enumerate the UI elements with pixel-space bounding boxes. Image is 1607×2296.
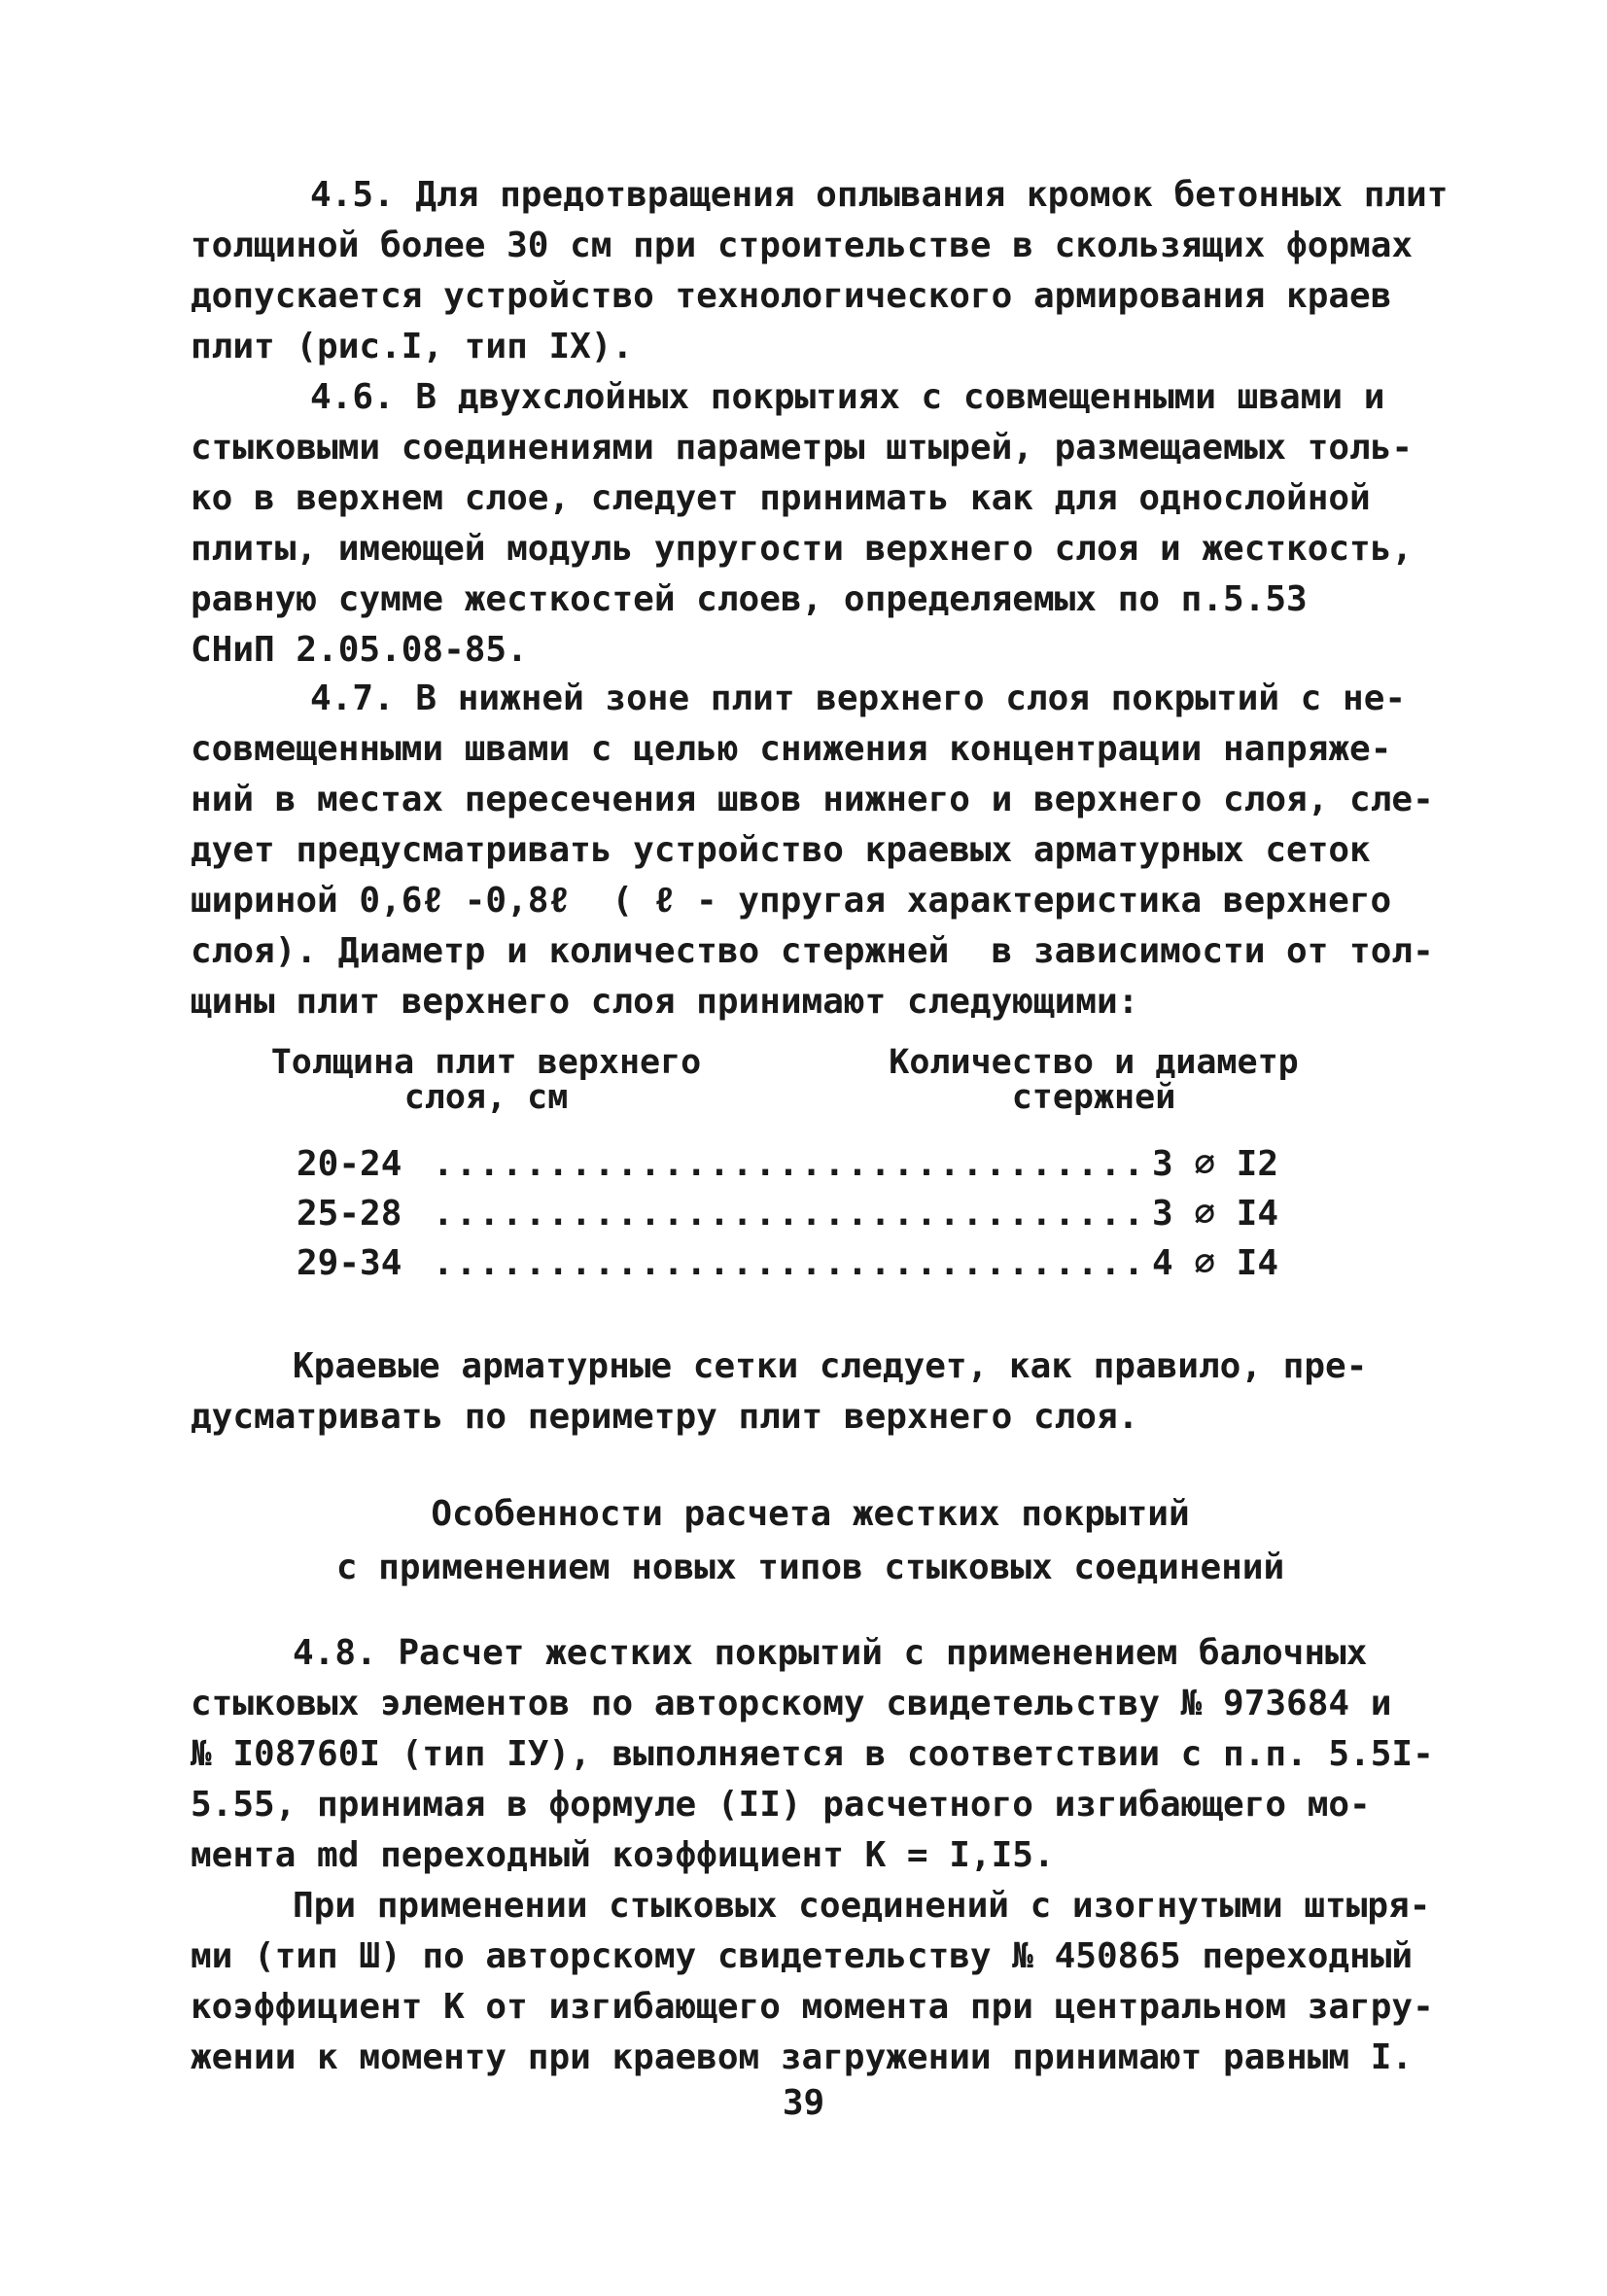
thickness-cell: 20-24: [297, 1144, 402, 1184]
text-line: СНиП 2.05.08-85.: [191, 630, 528, 670]
text-line: мента md переходный коэффициент К = I,I5.: [191, 1835, 1055, 1875]
thickness-cell: 25-28: [297, 1194, 402, 1234]
rods-cell: 4 ∅ I4: [1151, 1243, 1278, 1283]
text-line: 4.8. Расчет жестких покрытий с применением балочных: [293, 1633, 1368, 1673]
paragraph-4-5: [191, 170, 1449, 372]
text-line: 4.5. Для предотвращения оплывания кромок бетонных плит: [310, 175, 1449, 215]
paragraph-edge-meshes: [191, 1341, 1430, 1443]
text-line: 4.6. В двухслойных покрытиях с совмещенными швами и: [310, 377, 1385, 417]
table-row: [297, 1139, 1278, 1189]
paragraph-4-7: [191, 674, 1434, 1027]
paragraph-bent-dowels: [191, 1881, 1434, 2083]
dot-leader: [433, 1238, 1142, 1288]
rod-table: [297, 1139, 1278, 1288]
text-line: ми (тип Ш) по авторскому свидетельству № 450865 переходный: [191, 1936, 1414, 1976]
paragraph-4-8: [191, 1628, 1434, 1881]
rods-cell: 3 ∅ I4: [1151, 1194, 1278, 1234]
text-line: Краевые арматурные сетки следует, как правило, пре-: [293, 1346, 1368, 1386]
text-line: щины плит верхнего слоя принимают следующими:: [191, 982, 1139, 1022]
text-line: стыковых элементов по авторскому свидетельству № 973684 и: [191, 1684, 1392, 1723]
text-line: плиты, имеющей модуль упругости верхнего слоя и жесткость,: [191, 529, 1414, 569]
text-line: коэффициент К от изгибающего момента при центральном загру-: [191, 1987, 1434, 2027]
text-line: 5.55, принимая в формуле (II) расчетного изгибающего мо-: [191, 1785, 1371, 1825]
text-line: дусматривать по периметру плит верхнего слоя.: [191, 1397, 1139, 1437]
table-row: [297, 1189, 1278, 1238]
thickness-column-header: Толщина плит верхнего слоя, см: [270, 1043, 702, 1117]
text-line: допускается устройство технологического армирования краев: [191, 276, 1392, 316]
rods-cell: 3 ∅ I2: [1151, 1144, 1278, 1184]
dot-leader: [433, 1139, 1142, 1189]
heading-line: с применением новых типов стыковых соединений: [335, 1548, 1285, 1587]
table-row: [297, 1238, 1278, 1288]
text-line: слоя). Диаметр и количество стержней в зависимости от тол-: [191, 931, 1434, 971]
page-number: 39: [782, 2083, 825, 2123]
text-line: № I08760I (тип IУ), выполняется в соответствии с п.п. 5.5I-: [191, 1734, 1434, 1774]
text-line: плит (рис.I, тип IX).: [191, 327, 634, 366]
rods-column-header: Количество и диаметр стержней: [889, 1043, 1299, 1117]
text-line: равную сумме жесткостей слоев, определяемых по п.5.53: [191, 579, 1308, 619]
heading-line: Особенности расчета жестких покрытий: [431, 1494, 1190, 1534]
text-line: шириной 0,6ℓ -0,8ℓ ( ℓ - упругая характеристика верхнего: [191, 881, 1392, 921]
text-line: совмещенными швами с целью снижения концентрации напряже-: [191, 729, 1392, 769]
paragraph-4-6: [191, 372, 1430, 676]
text-line: ний в местах пересечения швов нижнего и верхнего слоя, сле-: [191, 780, 1434, 819]
text-line: При применении стыковых соединений с изогнутыми штыря-: [293, 1886, 1431, 1926]
dot-leader: [433, 1189, 1142, 1238]
text-line: 4.7. В нижней зоне плит верхнего слоя покрытий с не-: [310, 678, 1407, 718]
section-heading: [191, 1487, 1430, 1594]
text-line: жении к моменту при краевом загружении принимают равным I.: [191, 2037, 1414, 2077]
text-line: ко в верхнем слое, следует принимать как для однослойной: [191, 478, 1371, 518]
thickness-cell: 29-34: [297, 1243, 402, 1283]
text-line: дует предусматривать устройство краевых арматурных сеток: [191, 830, 1371, 870]
text-line: толщиной более 30 см при строительстве в скользящих формах: [191, 226, 1414, 265]
text-line: стыковыми соединениями параметры штырей, размещаемых толь-: [191, 428, 1414, 468]
